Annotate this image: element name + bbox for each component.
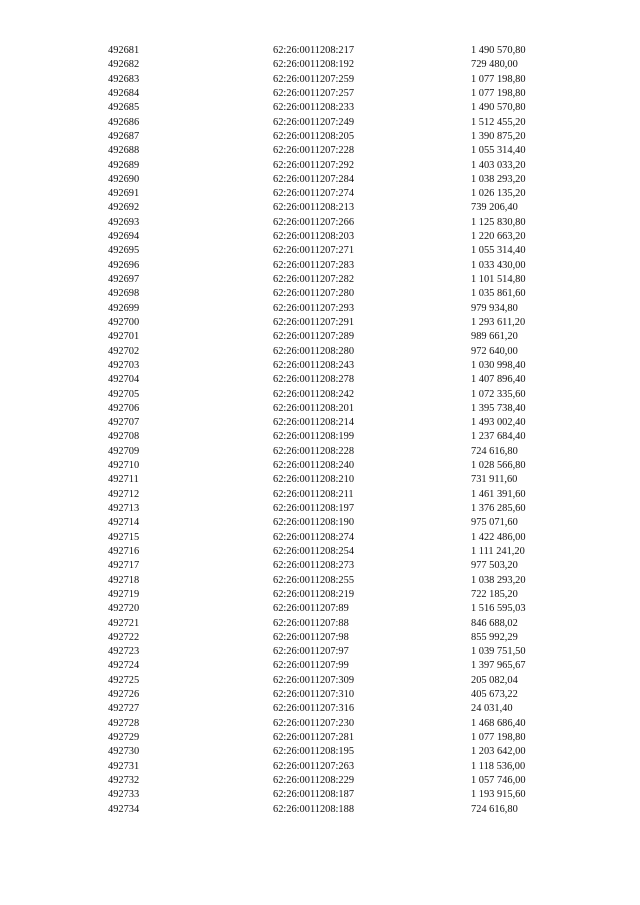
cadastral-number: 62:26:0011208:219 [273,588,355,600]
row-number: 492732 [108,774,140,786]
cadastral-value: 1 038 293,20 [471,574,526,586]
table-row [108,187,571,201]
cadastral-value: 1 493 002,40 [471,417,526,429]
row-number: 492682 [108,59,140,71]
cadastral-value: 1 057 746,00 [471,774,526,786]
cadastral-number: 62:26:0011208:254 [273,545,355,557]
row-number: 492702 [108,345,140,357]
cadastral-number: 62:26:0011208:274 [273,531,355,543]
row-number: 492733 [108,789,140,801]
cadastral-value: 1 293 611,20 [471,316,526,328]
cadastral-number: 62:26:0011208:229 [273,774,355,786]
cadastral-value: 1 490 570,80 [471,102,526,114]
cadastral-value: 1 038 293,20 [471,173,526,185]
cadastral-value: 979 934,80 [471,302,518,314]
cadastral-number: 62:26:0011208:199 [273,431,355,443]
row-number: 492697 [108,274,140,285]
cadastral-number: 62:26:0011207:249 [273,116,355,128]
table-row [108,316,571,330]
row-number: 492718 [108,574,140,586]
cadastral-value: 989 661,20 [471,331,518,343]
table-row [108,44,571,58]
table-row [108,101,571,115]
cadastral-number: 62:26:0011207:98 [273,631,349,643]
table-row [108,330,571,344]
table-row [108,230,571,244]
cadastral-number: 62:26:0011207:281 [273,732,355,743]
row-number: 492728 [108,717,140,729]
row-number: 492720 [108,603,140,615]
cadastral-value: 1 125 830,80 [471,216,526,228]
cadastral-number: 62:26:0011208:210 [273,474,355,486]
row-number: 492681 [108,45,140,56]
row-number: 492719 [108,588,140,600]
cadastral-number: 62:26:0011207:310 [273,689,355,701]
cadastral-value: 1 407 896,40 [471,374,526,386]
cadastral-number: 62:26:0011208:190 [273,517,355,529]
cadastral-value: 1 193 915,60 [471,789,526,801]
table-row [108,201,571,215]
row-number: 492701 [108,331,140,343]
row-number: 492725 [108,674,140,686]
cadastral-number: 62:26:0011208:187 [273,789,355,801]
row-number: 492685 [108,102,140,114]
row-number: 492699 [108,302,140,314]
cadastral-number: 62:26:0011208:280 [273,345,355,357]
cadastral-value: 1 461 391,60 [471,488,526,500]
row-number: 492689 [108,159,140,171]
cadastral-number: 62:26:0011208:278 [273,374,355,386]
row-number: 492726 [108,689,140,701]
table-row [108,173,571,187]
cadastral-value: 1 220 663,20 [471,231,526,243]
cadastral-number: 62:26:0011208:213 [273,202,355,214]
cadastral-number: 62:26:0011208:240 [273,460,355,472]
cadastral-value: 722 185,20 [471,588,518,600]
cadastral-number: 62:26:0011208:192 [273,59,355,71]
cadastral-value: 1 077 198,80 [471,73,526,85]
cadastral-value: 1 026 135,20 [471,188,526,200]
table-row [108,244,571,258]
row-number: 492686 [108,116,140,128]
table-row [108,488,571,502]
table-row [108,445,571,459]
cadastral-number: 62:26:0011207:89 [273,603,349,615]
cadastral-number: 62:26:0011208:197 [273,503,355,514]
row-number: 492712 [108,488,140,500]
cadastral-number: 62:26:0011207:263 [273,760,355,772]
row-number: 492683 [108,73,140,85]
cadastral-value: 1 490 570,80 [471,45,526,56]
cadastral-value: 724 616,80 [471,445,518,457]
cadastral-number: 62:26:0011207:271 [273,245,355,257]
row-number: 492692 [108,202,140,214]
cadastral-number: 62:26:0011207:289 [273,331,355,343]
row-number: 492706 [108,402,140,414]
table-row [108,702,571,716]
row-number: 492715 [108,531,140,543]
table-row [108,159,571,173]
table-row [108,760,571,774]
table-row [108,803,571,817]
cadastral-number: 62:26:0011207:280 [273,288,355,300]
cadastral-number: 62:26:0011207:257 [273,87,355,99]
cadastral-value: 1 033 430,00 [471,259,526,271]
cadastral-value: 1 403 033,20 [471,159,526,171]
cadastral-value: 1 390 875,20 [471,130,526,142]
cadastral-value: 1 395 738,40 [471,402,526,414]
cadastral-number: 62:26:0011208:203 [273,231,355,243]
cadastral-value: 1 422 486,00 [471,531,526,543]
cadastral-number: 62:26:0011207:259 [273,73,355,85]
row-number: 492705 [108,388,140,400]
cadastral-value: 977 503,20 [471,560,518,572]
cadastral-value: 1 516 595,03 [471,603,526,615]
table-row [108,345,571,359]
cadastral-value: 855 992,29 [471,631,518,643]
cadastral-number: 62:26:0011208:205 [273,130,355,142]
table-row [108,459,571,473]
row-number: 492711 [108,474,139,486]
cadastral-number: 62:26:0011207:282 [273,274,355,285]
table-row [108,73,571,87]
table-row [108,58,571,72]
cadastral-number: 62:26:0011207:228 [273,145,355,157]
table-row [108,359,571,373]
table-row [108,502,571,516]
cadastral-value: 1 077 198,80 [471,87,526,99]
table-row [108,430,571,444]
table-row [108,531,571,545]
table-row [108,717,571,731]
cadastral-value: 1 111 241,20 [471,545,525,557]
cadastral-number: 62:26:0011208:255 [273,574,355,586]
cadastral-number: 62:26:0011207:99 [273,660,349,672]
row-number: 492730 [108,746,140,758]
cadastral-value: 1 203 642,00 [471,746,526,758]
table-row [108,674,571,688]
table-row [108,774,571,788]
table-row [108,617,571,631]
row-number: 492721 [108,617,140,629]
row-number: 492729 [108,732,140,743]
cadastral-value: 1 072 335,60 [471,388,526,400]
table-row [108,745,571,759]
table-row [108,273,571,287]
row-number: 492710 [108,460,140,472]
row-number: 492708 [108,431,140,443]
cadastral-number: 62:26:0011207:97 [273,646,349,658]
cadastral-value: 972 640,00 [471,345,518,357]
cadastral-number: 62:26:0011207:284 [273,173,355,185]
table-row [108,659,571,673]
cadastral-number: 62:26:0011207:88 [273,617,349,629]
cadastral-value: 405 673,22 [471,689,518,701]
table-row [108,388,571,402]
cadastral-number: 62:26:0011208:188 [273,803,355,815]
cadastral-value: 1 055 314,40 [471,145,526,157]
table-row [108,416,571,430]
cadastral-value: 1 376 285,60 [471,503,526,514]
table-row [108,731,571,745]
cadastral-value: 1 237 684,40 [471,431,526,443]
cadastral-number: 62:26:0011208:233 [273,102,355,114]
row-number: 492696 [108,259,140,271]
row-number: 492714 [108,517,140,529]
table-row [108,373,571,387]
cadastral-number: 62:26:0011207:316 [273,703,355,715]
cadastral-number: 62:26:0011208:273 [273,560,355,572]
table-row [108,144,571,158]
table-body [108,44,571,817]
row-number: 492703 [108,359,140,371]
cadastral-value: 1 055 314,40 [471,245,526,257]
cadastral-value: 205 082,04 [471,674,518,686]
cadastral-number: 62:26:0011208:195 [273,746,355,758]
table-row [108,574,571,588]
cadastral-number: 62:26:0011207:283 [273,259,355,271]
cadastral-value: 24 031,40 [471,703,513,715]
cadastral-value: 1 468 686,40 [471,717,526,729]
row-number: 492722 [108,631,140,643]
row-number: 492709 [108,445,140,457]
cadastral-number: 62:26:0011207:274 [273,188,355,200]
table-row [108,645,571,659]
cadastral-value: 1 101 514,80 [471,274,526,285]
table-row [108,302,571,316]
row-number: 492695 [108,245,140,257]
table-row [108,688,571,702]
table-row [108,87,571,101]
cadastral-number: 62:26:0011208:242 [273,388,355,400]
cadastral-value: 1 397 965,67 [471,660,526,672]
row-number: 492734 [108,803,140,815]
cadastral-value: 975 071,60 [471,517,518,529]
row-number: 492707 [108,417,140,429]
cadastral-number: 62:26:0011207:309 [273,674,355,686]
cadastral-value: 1 512 455,20 [471,116,526,128]
cadastral-number: 62:26:0011207:293 [273,302,355,314]
cadastral-number: 62:26:0011208:217 [273,45,355,56]
table-row [108,473,571,487]
row-number: 492727 [108,703,140,715]
cadastral-number: 62:26:0011208:228 [273,445,355,457]
row-number: 492684 [108,87,140,99]
row-number: 492724 [108,660,140,672]
cadastral-number: 62:26:0011208:243 [273,359,355,371]
row-number: 492691 [108,188,140,200]
row-number: 492690 [108,173,140,185]
cadastral-value-table [108,44,571,817]
table-row [108,559,571,573]
table-row [108,516,571,530]
table-row [108,545,571,559]
table-row [108,588,571,602]
cadastral-value: 1 039 751,50 [471,646,526,658]
row-number: 492713 [108,503,140,514]
table-row [108,130,571,144]
cadastral-value: 1 077 198,80 [471,732,526,743]
table-row [108,216,571,230]
row-number: 492700 [108,316,140,328]
cadastral-value: 739 206,40 [471,202,518,214]
row-number: 492687 [108,130,140,142]
cadastral-value: 846 688,02 [471,617,518,629]
row-number: 492716 [108,545,140,557]
row-number: 492694 [108,231,140,243]
row-number: 492717 [108,560,140,572]
cadastral-number: 62:26:0011207:292 [273,159,355,171]
row-number: 492688 [108,145,140,157]
table-row [108,116,571,130]
row-number: 492723 [108,646,140,658]
cadastral-value: 731 911,60 [471,474,518,486]
table-row [108,287,571,301]
cadastral-number: 62:26:0011207:266 [273,216,355,228]
row-number: 492704 [108,374,140,386]
cadastral-value: 1 028 566,80 [471,460,526,472]
cadastral-value: 1 035 861,60 [471,288,526,300]
cadastral-value: 1 030 998,40 [471,359,526,371]
cadastral-value: 724 616,80 [471,803,518,815]
table-row [108,631,571,645]
cadastral-number: 62:26:0011208:214 [273,417,355,429]
cadastral-number: 62:26:0011208:201 [273,402,355,414]
cadastral-number: 62:26:0011207:230 [273,717,355,729]
table-row [108,788,571,802]
table-row [108,259,571,273]
table-row [108,602,571,616]
cadastral-number: 62:26:0011207:291 [273,316,355,328]
row-number: 492731 [108,760,140,772]
cadastral-value: 729 480,00 [471,59,518,71]
cadastral-number: 62:26:0011208:211 [273,488,354,500]
row-number: 492693 [108,216,140,228]
table-row [108,402,571,416]
cadastral-value: 1 118 536,00 [471,760,526,772]
row-number: 492698 [108,288,140,300]
